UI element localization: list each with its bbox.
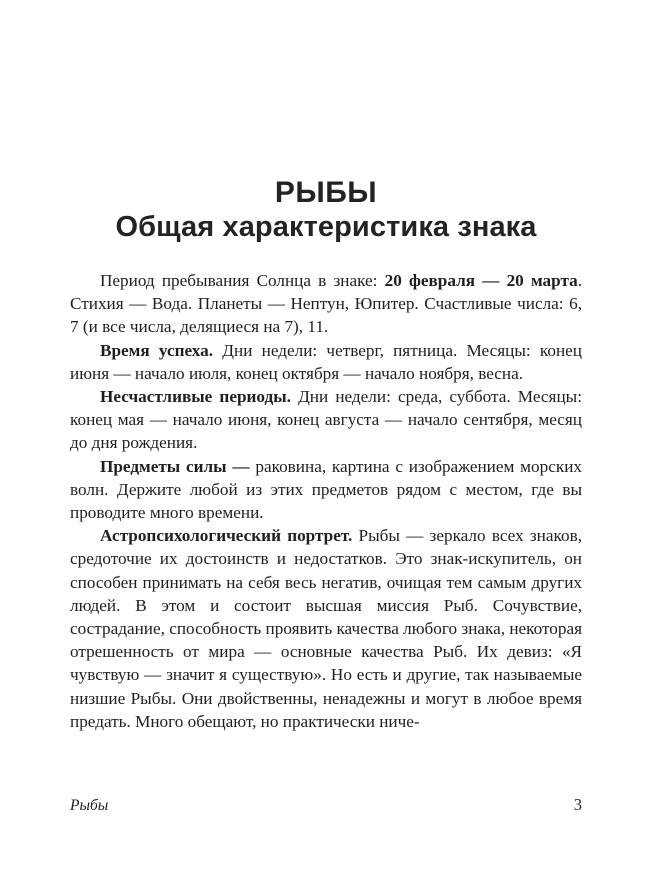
running-head: Рыбы xyxy=(70,797,109,814)
paragraph xyxy=(70,385,582,455)
text-column xyxy=(70,0,582,733)
title-block xyxy=(70,0,582,245)
run-in-heading: 20 февраля — 20 марта xyxy=(384,271,578,290)
paragraph-text: Период пребывания Солнца в знаке: xyxy=(100,271,385,290)
page-subtitle: Общая характеристика знака xyxy=(115,211,537,243)
paragraph-text: Дни недели: среда, суббота. Месяцы: конец мая — начало июня, конец августа — начало сентября, месяц до дня рождения. xyxy=(70,387,582,453)
paragraph xyxy=(70,339,582,385)
page-number: 3 xyxy=(573,795,582,814)
page-title: РЫБЫ xyxy=(274,176,378,209)
run-in-heading: Предметы силы — xyxy=(100,456,250,476)
paragraph-text: Дни недели: четверг, пятница. Месяцы: конец июня — начало июля, конец октября — начало ноября, весна. xyxy=(70,340,583,383)
page-footer xyxy=(70,795,582,815)
run-in-heading: Несчастливые периоды. xyxy=(100,387,291,407)
paragraph-text: раковина, картина с изображением морских волн. Держите любой из этих предметов рядом с местом, где вы проводите много времени. xyxy=(70,456,582,523)
body-text xyxy=(70,269,582,733)
paragraph-text: . Стихия — Вода. Планеты — Нептун, Юпитер. Счастливые числа: 6, 7 (и все числа, делящиеся на 7), 11. xyxy=(70,271,583,337)
paragraph xyxy=(70,524,582,733)
paragraph-text: Рыбы — зеркало всех знаков, средоточие их достоинств и недостатков. Это знак-искупитель, он способен принимать на себя весь негатив, очищая тем самым других людей. В этом и состоит высшая миссия Рыб. Сочувствие, сострадание, способность проявить качества любого знака, некоторая отрешенность от мира — основные качества Рыб. Их девиз: «Я чувствую — значит я существую». Но есть и другие, так называемые низшие Рыбы. Они двойственны, ненадежны и могут в любое время предать. Много обещают, но практически ниче- xyxy=(70,526,583,731)
paragraph xyxy=(70,455,582,525)
run-in-heading: Время успеха. xyxy=(100,340,214,360)
run-in-heading: Астропсихологический портрет. xyxy=(100,526,353,546)
paragraph xyxy=(70,269,582,339)
